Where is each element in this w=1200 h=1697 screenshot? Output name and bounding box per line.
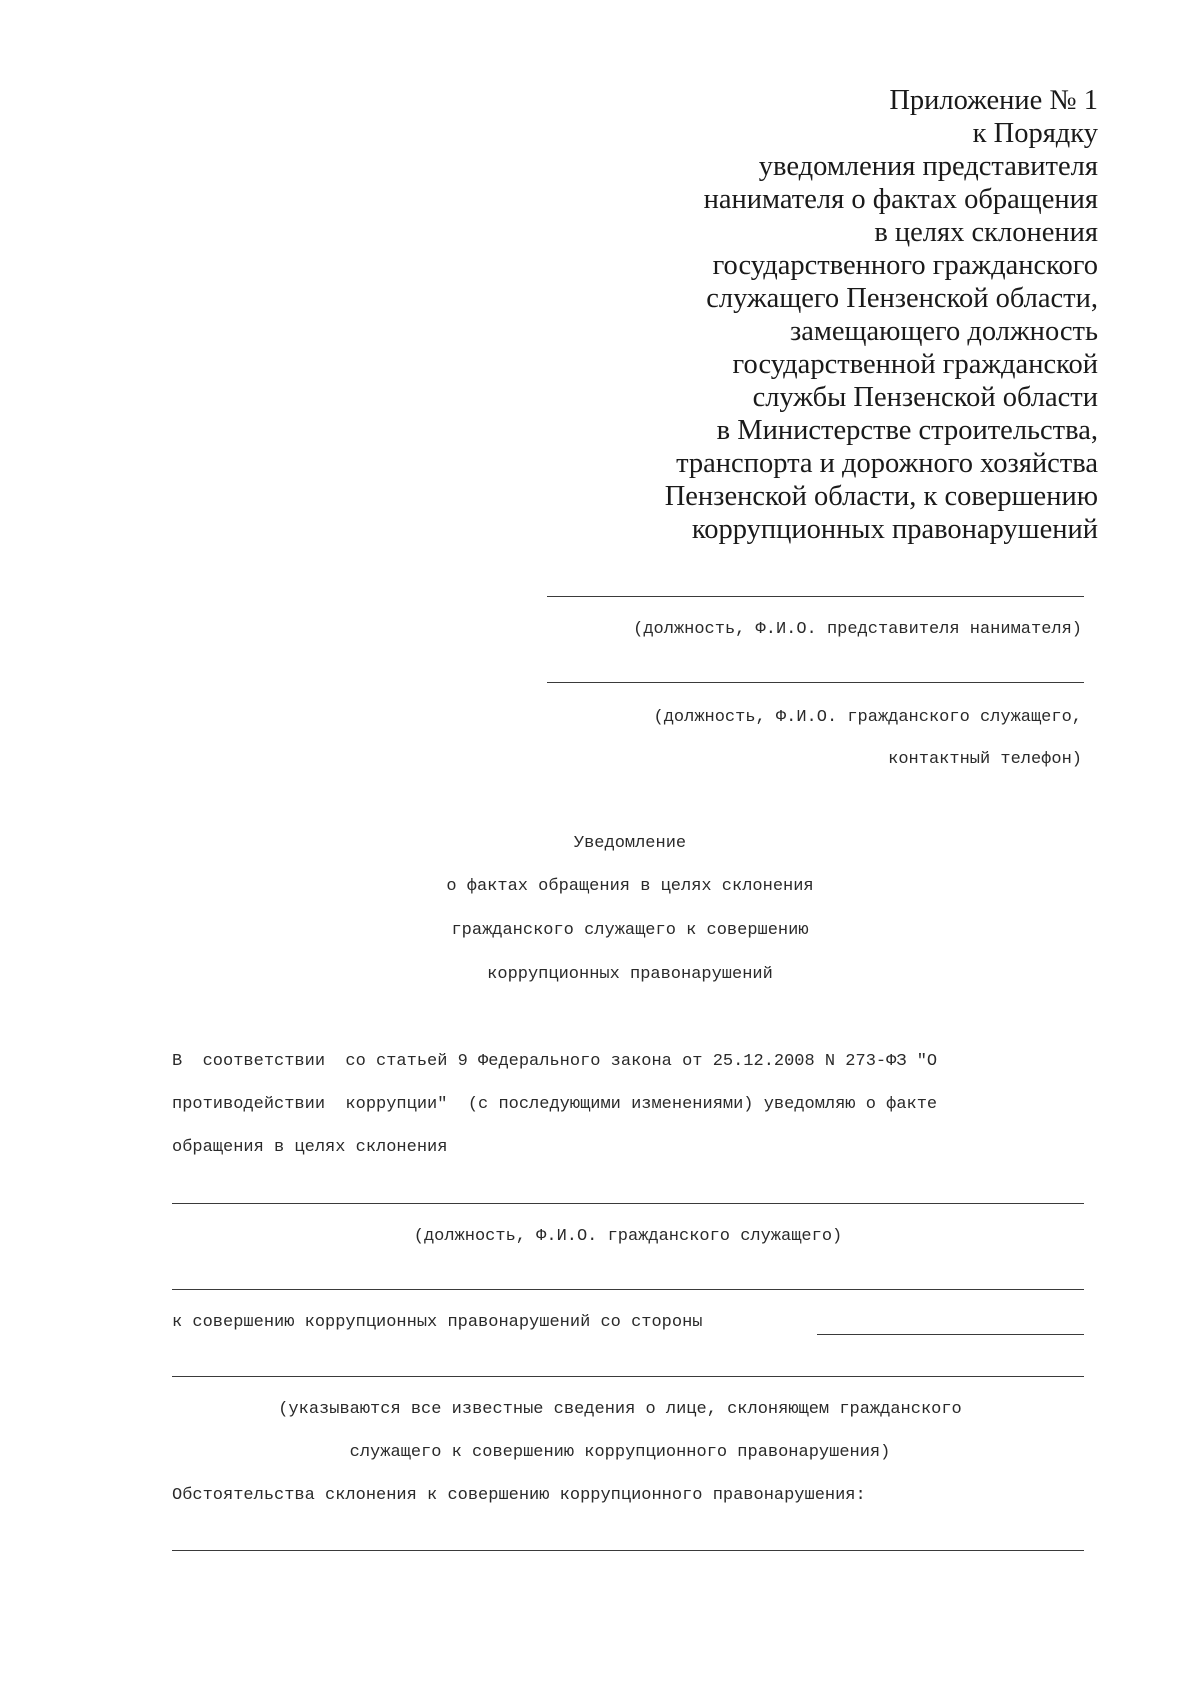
employee-fill-caption: (должность, Ф.И.О. гражданского служащего) <box>413 1227 843 1246</box>
person-caption-line2: служащего к совершению коррупционного правонарушения) <box>349 1443 891 1462</box>
employee-fill-line <box>172 1203 1084 1204</box>
body-line-2: противодействии коррупции" (с последующими изменениями) уведомляю о факте <box>172 1095 938 1114</box>
notice-subtitle-line2: гражданского служащего к совершению <box>451 921 809 940</box>
notice-subtitle-line3: коррупционных правонарушений <box>487 965 773 984</box>
employee-line <box>547 682 1084 683</box>
by-side-text: к совершению коррупционных правонарушений со стороны <box>172 1313 703 1332</box>
employer-line <box>547 596 1084 597</box>
body-line-1: В соответствии со статьей 9 Федерального закона от 25.12.2008 N 273-ФЗ "О <box>172 1052 938 1071</box>
body-line-3: обращения в целях склонения <box>172 1138 448 1157</box>
employee-caption-line1: (должность, Ф.И.О. гражданского служащего, <box>653 708 1082 727</box>
circumstances-label: Обстоятельства склонения к совершению коррупционного правонарушения: <box>172 1486 866 1505</box>
fill-line-2 <box>172 1289 1084 1290</box>
employer-caption: (должность, Ф.И.О. представителя нанимателя) <box>633 620 1082 639</box>
employee-caption-line2: контактный телефон) <box>888 750 1082 769</box>
fill-line-3 <box>172 1376 1084 1377</box>
circumstances-fill-line <box>172 1550 1084 1551</box>
by-side-fill-line <box>817 1334 1084 1335</box>
notice-subtitle-line1: о фактах обращения в целях склонения <box>446 877 814 896</box>
notice-title: Уведомление <box>573 834 687 853</box>
person-caption-line1: (указываются все известные сведения о лице, склоняющем гражданского <box>278 1400 962 1419</box>
appendix-header: Приложение № 1 к Порядку уведомления представителя нанимателя о фактах обращения в целях склонения государственного гражданского служащего Пензенской области, замещающего должность государственной гражданской службы Пензенской области в Министерстве строительства, транспорта и дорожного хозяйства Пензенской области, к совершению коррупционных правонарушений <box>664 85 1098 545</box>
